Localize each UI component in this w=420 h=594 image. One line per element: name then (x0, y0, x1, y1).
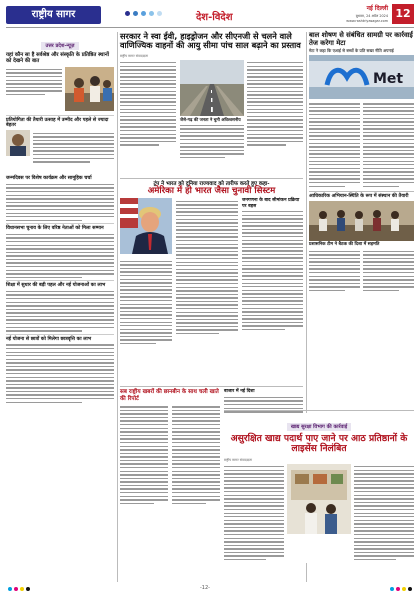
left-story2-title: प्रतियोगिता की तैयारी उत्साह में उम्मीद और पहले से ज्यादा बेहतर (6, 117, 109, 128)
food-inspection-photo (287, 464, 351, 534)
right-col-title: बाजार में नई दिशा (224, 389, 255, 395)
lead-headline: सरकार ने स्वा ईवी, हाइड्रोजन और सीएनजी से चलने वाले वाणिज्यिक वाहनों की आयु सीमा पांच साल बढ़ाने का प्रस्ताव (120, 31, 301, 51)
column-divider (117, 32, 118, 582)
feature-headline: असुरक्षित खाद्य पदार्थ पाए जाने पर आठ प्रतिष्ठानों के लाइसेंस निलंबित (230, 433, 408, 455)
lower-center-headline: सब राष्ट्रीय खबरों की छानबीन के साथ चली खाते की रिपोर्ट (120, 389, 219, 402)
meeting-photo (309, 201, 414, 241)
masthead-rule (6, 27, 414, 28)
highway-photo (180, 60, 244, 116)
edition-date: बुधवार, 24 अप्रैल 2024 (355, 14, 388, 18)
left-photo-2 (6, 130, 30, 156)
right-top-sub: मेटा ने कहा कि एआई से बच्चों के प्रति सख्त नीति अपनाई (309, 47, 394, 53)
photo-caption (180, 118, 244, 161)
edition-city: नई दिल्ली (366, 5, 388, 12)
trump-photo (120, 198, 172, 254)
feature-tag: खाद्य सुरक्षा विभाग की कार्रवाई (287, 423, 351, 431)
masthead (0, 0, 420, 30)
svg-text:Met: Met (373, 71, 404, 88)
sub-headline: ट्रंप ने भारत को दुनिया राज्यवाद को तारीफ करते हुए कहा- (153, 180, 270, 187)
website: www.rashtriyasagar.com (346, 19, 388, 23)
sub-headline-red: अमेरिका में हो भारत जैसा चुनावी सिस्टम (147, 185, 276, 196)
food-safety-feature (224, 413, 414, 563)
left-story3-title: जन्मदिवस पर विशेष कार्यक्रम और सामूहिक चर्चा (6, 176, 92, 182)
right-top-headline: बाल शोषण से संबंधित सामग्री पर कार्रवाई तेज करेगा मेटा (309, 31, 413, 47)
meta-photo (309, 55, 414, 99)
page-footer (0, 585, 420, 594)
left-story1-title: यहां कौन सा है सर्वश्रेष्ठ और संस्कृति के प्रतिष्ठित स्थानों को देखने की बात (6, 52, 109, 64)
lead-credit: राष्ट्रीय सागर संवाददाता (120, 53, 149, 58)
feature-rule (224, 410, 414, 411)
page-number: 12 (392, 4, 414, 24)
mid-story-title: जनगणना के बाद सीमांकन प्रक्रिया पर बहस (242, 198, 300, 209)
right-column (309, 32, 414, 294)
left-story6-title: नई योजना से छात्रों को मिलेगा छात्रवृत्ति का लाभ (6, 336, 92, 342)
right-photo2-headline: प्रशासनिक टीम ने बैठक की दिशा में सहमति (309, 242, 380, 248)
left-section-tag: उत्तर प्रदेश-न्यूज़ (41, 42, 78, 50)
newspaper-brand: राष्ट्रीय सागर (6, 6, 101, 24)
footer-page-label: -12- (200, 585, 210, 591)
left-story4-title: विधानसभा चुनाव के लिए वरिष्ठ नेताओं को मिला सम्मान (6, 226, 104, 232)
feature-credit: राष्ट्रीय सागर संवाददाता (224, 457, 253, 462)
caption-text: जैसे-गढ़ की जनता ने चुनी अविश्वसनीय (180, 116, 241, 122)
left-column (6, 32, 114, 405)
left-photo-1 (65, 67, 114, 111)
section-title: देश-विदेश (196, 12, 233, 23)
left-story5-title: शिक्षा में सुधार की बड़ी पहल और नई योजनाओं का लाभ (6, 283, 106, 289)
right-mid-headline: आधिकारिक अभियान-स्थिति के रूप में संस्थान की तैयारी (309, 194, 409, 200)
